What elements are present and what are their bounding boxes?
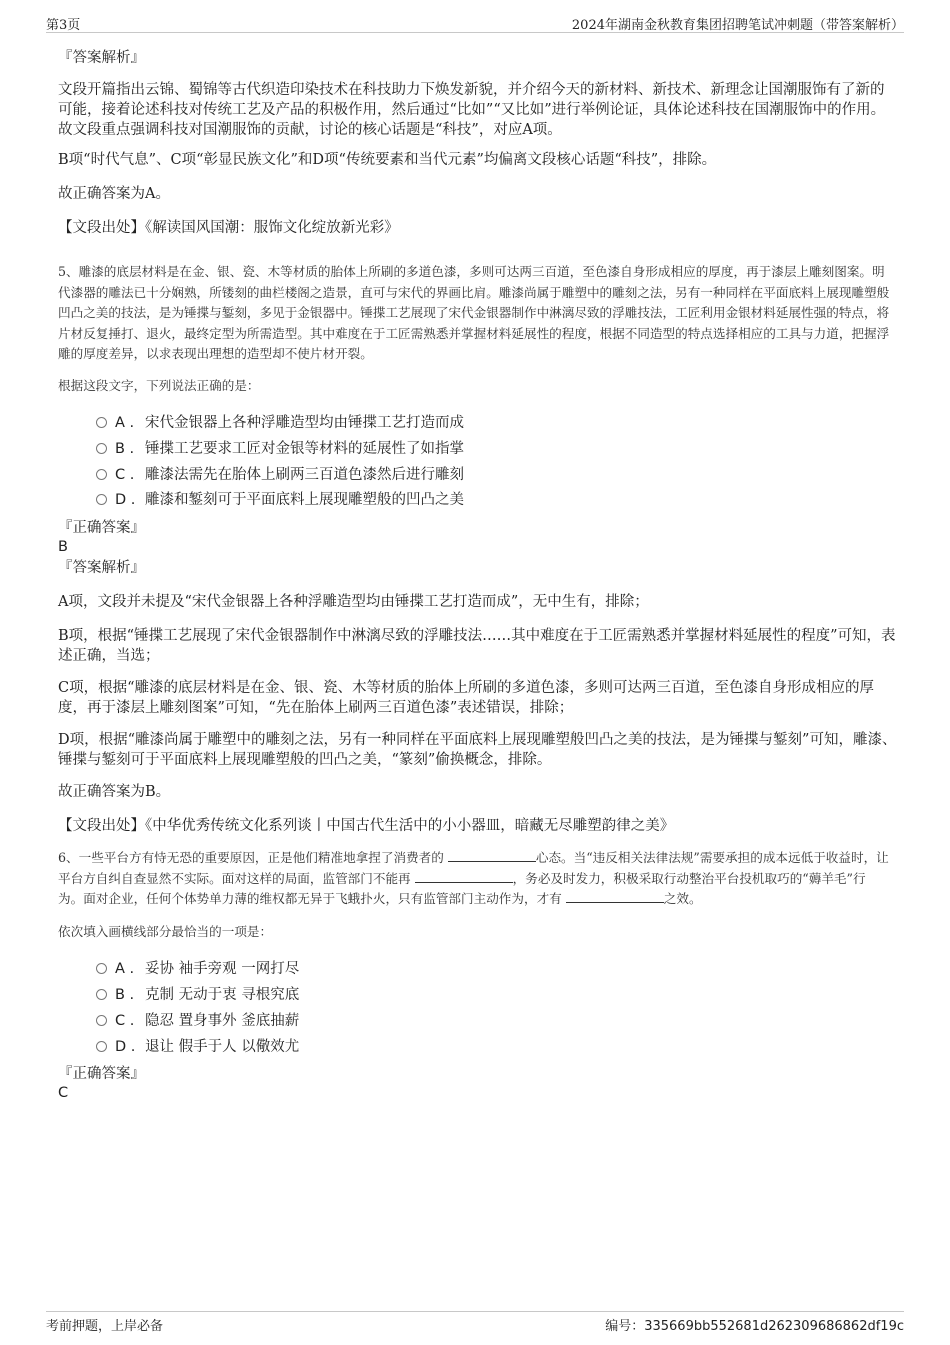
prev-analysis-label: 『答案解析』 xyxy=(58,50,145,66)
radio-icon[interactable] xyxy=(96,417,107,428)
prev-answer-statement: 故正确答案为A。 xyxy=(58,186,170,202)
prev-analysis-paragraph: 文段开篇指出云锦、蜀锦等古代织造印染技术在科技助力下焕发新貌，并介绍今天的新材料、新技术、新理念让国潮服饰有了新的可能，接着论述科技对传统工艺及产品的积极作用，然后通过“比如”“又比如”进行举例论证，具体论述科技在国潮服饰中的作用。故文段重点强调科技对国潮服饰的贡献，讨论的核心话题是“科技”，对应A项。 xyxy=(58,82,886,138)
page-header xyxy=(46,12,904,33)
question-5-prompt: 根据这段文字，下列说法正确的是： xyxy=(58,378,260,393)
option-c[interactable]: C . 隐忍 置身事外 釜底抽薪 xyxy=(96,1011,299,1031)
document-title: 2024年湖南金秋教育集团招聘笔试冲刺题（带答案解析） xyxy=(571,18,904,33)
correct-answer-label: 『正确答案』 xyxy=(58,520,145,536)
source: 【文段出处】《中华优秀传统文化系列谈丨中国古代生活中的小小器皿，暗藏无尽雕塑韵律之美》 xyxy=(58,818,675,834)
footer-slogan: 考前押题，上岸必备 xyxy=(46,1319,164,1334)
question-6-text: 6、一些平台方有恃无恐的重要原因，正是他们精准地拿捏了消费者的 心态。当“违反相关法律法规”需要承担的成本远低于收益时，让平台方自纠自查显然不实际。面对这样的局面，监管部门不能再 ，务必及时发力，积极采取行动整治平台投机取巧的“薅羊毛”行为。面对企业，任何个体势单力薄的维权都无异于飞蛾扑火，只有监管部门主动作为，才有 之效。 xyxy=(58,850,889,906)
analysis-paragraph: A项，文段并未提及“宋代金银器上各种浮雕造型均由锤揲工艺打造而成”，无中生有，排除； xyxy=(58,594,649,610)
prev-analysis-paragraph: B项“时代气息”、C项“彰显民族文化”和D项“传统要素和当代元素”均偏离文段核心话题“科技”，排除。 xyxy=(58,152,717,168)
radio-icon[interactable] xyxy=(96,1041,107,1052)
option-a[interactable]: A . 妥协 袖手旁观 一网打尽 xyxy=(96,959,299,979)
radio-icon[interactable] xyxy=(96,469,107,480)
option-d[interactable]: D . 雕漆和錾刻可于平面底料上展现雕塑般的凹凸之美 xyxy=(96,490,464,510)
option-b[interactable]: B . 锤揲工艺要求工匠对金银等材料的延展性了如指掌 xyxy=(96,439,464,459)
option-a[interactable]: A . 宋代金银器上各种浮雕造型均由锤揲工艺打造而成 xyxy=(96,413,464,433)
question-6-prompt: 依次填入画横线部分最恰当的一项是： xyxy=(58,924,273,939)
correct-answer-label: 『正确答案』 xyxy=(58,1066,145,1082)
option-c[interactable]: C . 雕漆法需先在胎体上刷两三百道色漆然后进行雕刻 xyxy=(96,465,464,485)
correct-answer-value: B xyxy=(58,539,68,555)
prev-source: 【文段出处】《解读国风国潮：服饰文化绽放新光彩》 xyxy=(58,220,399,236)
analysis-paragraph: B项，根据“锤揲工艺展现了宋代金银器制作中淋漓尽致的浮雕技法……其中难度在于工匠需熟悉并掌握材料延展性的程度”可知，表述正确，当选； xyxy=(58,628,896,664)
option-d[interactable]: D . 退让 假手于人 以儆效尤 xyxy=(96,1037,299,1057)
blank-3[interactable] xyxy=(566,890,664,903)
answer-statement: 故正确答案为B。 xyxy=(58,784,171,800)
analysis-paragraph: C项，根据“雕漆的底层材料是在金、银、瓷、木等材质的胎体上所刷的多道色漆，多则可达两三百道，至色漆自身形成相应的厚度，再于漆层上雕刻图案”可知，“先在胎体上刷两三百道色漆”表述错误，排除； xyxy=(58,680,875,716)
radio-icon[interactable] xyxy=(96,989,107,1000)
radio-icon[interactable] xyxy=(96,1015,107,1026)
radio-icon[interactable] xyxy=(96,963,107,974)
analysis-paragraph: D项，根据“雕漆尚属于雕塑中的雕刻之法，另有一种同样在平面底料上展现雕塑般凹凸之美的技法，是为锤揲与錾刻”可知，雕漆、锤揲与錾刻可于平面底料上展现雕塑般的凹凸之美，“篆刻”偷换概念，排除。 xyxy=(58,732,897,768)
page-footer xyxy=(46,1311,904,1334)
radio-icon[interactable] xyxy=(96,443,107,454)
option-b[interactable]: B . 克制 无动于衷 寻根究底 xyxy=(96,985,299,1005)
blank-2[interactable] xyxy=(415,870,513,883)
document-code: 编号：335669bb552681d262309686862df19c xyxy=(605,1319,904,1334)
blank-1[interactable] xyxy=(448,849,536,862)
page-number: 第3页 xyxy=(46,18,81,33)
radio-icon[interactable] xyxy=(96,494,107,505)
question-5-text: 5、雕漆的底层材料是在金、银、瓷、木等材质的胎体上所刷的多道色漆，多则可达两三百道，至色漆自身形成相应的厚度，再于漆层上雕刻图案。明代漆器的雕法已十分娴熟，所镂刻的曲栏楼阁之造景，直可与宋代的界画比肩。雕漆尚属于雕塑中的雕刻之法，另有一种同样在平面底料上展现雕塑般凹凸之美的技法，是为锤揲与錾刻，多见于金银器中。锤揲工艺展现了宋代金银器制作中淋漓尽致的浮雕技法，工匠利用金银材料延展性强的特点，将片材反复捶打、退火，最终定型为所需造型。其中难度在于工匠需熟悉并掌握材料延展性的程度，根据不同造型的特点选择相应的工具与力道，把握浮雕的厚度差异，以求表现出理想的造型却不使片材开裂。 xyxy=(58,264,890,361)
correct-answer-value: C xyxy=(58,1085,69,1101)
analysis-label: 『答案解析』 xyxy=(58,560,145,576)
